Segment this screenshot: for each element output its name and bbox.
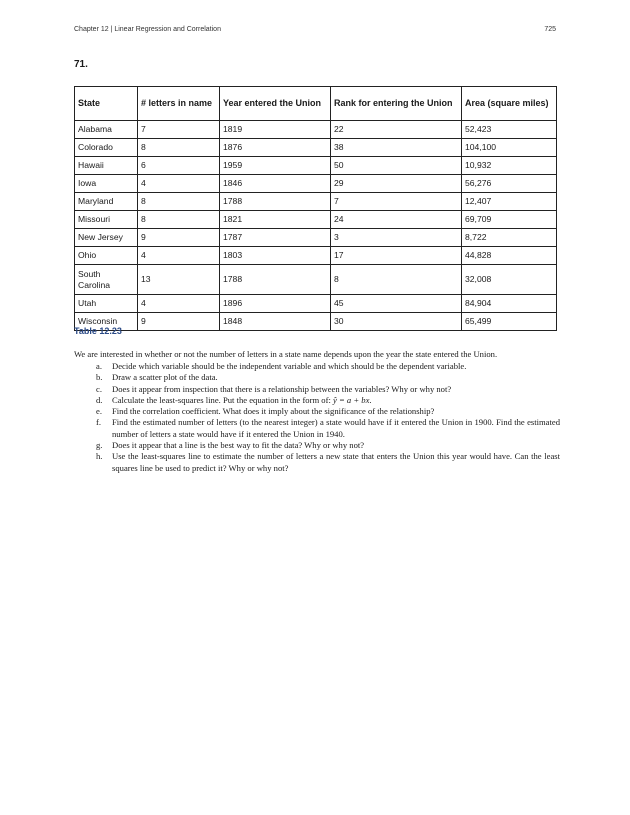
- table-cell: 45: [331, 295, 462, 313]
- header-year: Year entered the Union: [220, 87, 331, 121]
- table-cell: Alabama: [75, 121, 138, 139]
- table-cell: 104,100: [462, 139, 557, 157]
- question-item: [74, 451, 560, 474]
- table-cell: 1876: [220, 139, 331, 157]
- question-marker: f.: [96, 417, 102, 428]
- table-cell: 4: [138, 295, 220, 313]
- table-row: [75, 193, 557, 211]
- table-cell: 6: [138, 157, 220, 175]
- table-cell: 3: [331, 229, 462, 247]
- table-cell: 1846: [220, 175, 331, 193]
- header-letters: # letters in name: [138, 87, 220, 121]
- problem-number: 71.: [74, 59, 88, 70]
- table-cell: 13: [138, 265, 220, 295]
- table-cell: 1787: [220, 229, 331, 247]
- table-cell: 52,423: [462, 121, 557, 139]
- table-cell: 17: [331, 247, 462, 265]
- table-cell: 7: [138, 121, 220, 139]
- table-cell: Utah: [75, 295, 138, 313]
- question-item: [74, 384, 560, 395]
- table-caption: Table 12.23: [74, 326, 122, 336]
- table-cell: 65,499: [462, 313, 557, 331]
- table-row: [75, 157, 557, 175]
- question-list: [74, 361, 560, 474]
- question-item: [74, 361, 560, 372]
- table-row: [75, 229, 557, 247]
- header-rank: Rank for entering the Union: [331, 87, 462, 121]
- table-cell: 44,828: [462, 247, 557, 265]
- question-text: Decide which variable should be the independent variable and which should be the dependent variable.: [112, 361, 467, 371]
- table-header-row: [75, 87, 557, 121]
- question-marker: a.: [96, 361, 102, 371]
- table-cell: 84,904: [462, 295, 557, 313]
- table-cell: Iowa: [75, 175, 138, 193]
- table-cell: Ohio: [75, 247, 138, 265]
- table-cell: Maryland: [75, 193, 138, 211]
- table-cell: 1896: [220, 295, 331, 313]
- table-cell: 1819: [220, 121, 331, 139]
- table-cell: 8: [138, 139, 220, 157]
- table-cell: 1959: [220, 157, 331, 175]
- table-cell: 4: [138, 247, 220, 265]
- header-state: State: [75, 87, 138, 121]
- states-table: [74, 86, 557, 331]
- table-cell: 29: [331, 175, 462, 193]
- question-marker: e.: [96, 406, 102, 417]
- table-row: [75, 265, 557, 295]
- question-item: [74, 395, 560, 406]
- table-cell: Colorado: [75, 139, 138, 157]
- table-body: [75, 121, 557, 331]
- table-cell: 38: [331, 139, 462, 157]
- table-row: [75, 211, 557, 229]
- question-item: [74, 440, 560, 451]
- question-text: Draw a scatter plot of the data.: [112, 372, 218, 383]
- question-item: [74, 406, 560, 417]
- question-item: [74, 417, 560, 440]
- table-row: [75, 175, 557, 193]
- table-cell: 32,008: [462, 265, 557, 295]
- table-cell: 9: [138, 313, 220, 331]
- table-cell: Wisconsin: [75, 313, 138, 331]
- question-marker: c.: [96, 383, 102, 394]
- question-text: Does it appear that a line is the best way to fit the data? Why or why not?: [112, 440, 365, 451]
- question-text: Does it appear from inspection that there is a relationship between the variables? Why or why not?: [112, 383, 452, 394]
- question-suffix: .: [369, 394, 372, 405]
- table-cell: 1821: [220, 211, 331, 229]
- question-text: Find the correlation coefficient. What does it imply about the significance of the relationship?: [112, 406, 435, 417]
- table-cell: 30: [331, 313, 462, 331]
- table-cell: 9: [138, 229, 220, 247]
- table-cell: Hawaii: [75, 157, 138, 175]
- table-cell: South Carolina: [75, 265, 138, 295]
- table-cell: New Jersey: [75, 229, 138, 247]
- intro-paragraph: We are interested in whether or not the number of letters in a state name depends upon the year the state entered the Union.: [74, 349, 498, 359]
- table-cell: 7: [331, 193, 462, 211]
- table-cell: 1803: [220, 247, 331, 265]
- table-cell: 10,932: [462, 157, 557, 175]
- table-cell: 24: [331, 211, 462, 229]
- question-marker: g.: [96, 440, 103, 451]
- header-area: Area (square miles): [462, 87, 557, 121]
- table-cell: 4: [138, 175, 220, 193]
- question-text: Find the estimated number of letters (to the nearest integer) a state would have if it entered the Union in 1900. Find the estimated number of letters a state would have if it entered the Union in 1940.: [112, 417, 560, 439]
- question-text: Calculate the least-squares line. Put the equation in the form of:: [112, 394, 333, 405]
- table-row: [75, 139, 557, 157]
- chapter-title: Chapter 12 | Linear Regression and Correlation: [74, 26, 221, 33]
- table-cell: 1788: [220, 193, 331, 211]
- table-cell: 1788: [220, 265, 331, 295]
- table-cell: 50: [331, 157, 462, 175]
- table-cell: 12,407: [462, 193, 557, 211]
- table-row: [75, 121, 557, 139]
- page-number: 725: [544, 26, 556, 33]
- table-cell: 8: [138, 193, 220, 211]
- table-row: [75, 313, 557, 331]
- question-marker: d.: [96, 394, 103, 405]
- question-item: [74, 372, 560, 383]
- table-row: [75, 247, 557, 265]
- equation: ŷ = a + bx: [333, 394, 370, 405]
- page-header: [74, 26, 556, 38]
- table-cell: Missouri: [75, 211, 138, 229]
- table-cell: 22: [331, 121, 462, 139]
- table-cell: 8: [138, 211, 220, 229]
- question-text: Use the least-squares line to estimate the number of letters a new state that enters the Union this year would have. Can the least squares line be used to predict it? Why or why not?: [112, 451, 560, 473]
- table-cell: 69,709: [462, 211, 557, 229]
- table-cell: 8,722: [462, 229, 557, 247]
- table-cell: 8: [331, 265, 462, 295]
- table-cell: 1848: [220, 313, 331, 331]
- question-marker: h.: [96, 451, 103, 462]
- question-marker: b.: [96, 372, 103, 383]
- table-cell: 56,276: [462, 175, 557, 193]
- table-row: [75, 295, 557, 313]
